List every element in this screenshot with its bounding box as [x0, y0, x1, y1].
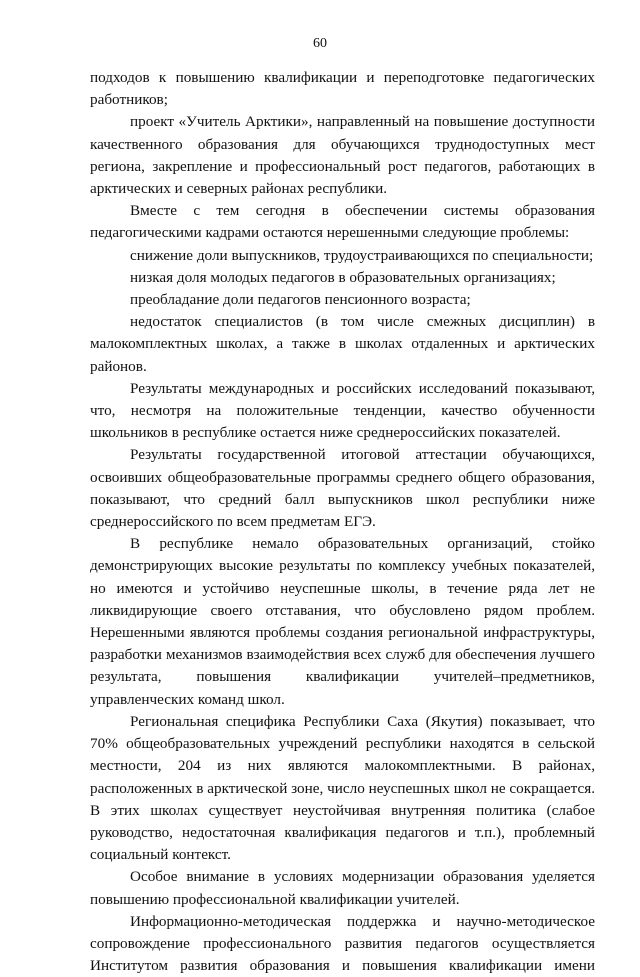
paragraph: снижение доли выпускников, трудоустраивающихся по специальности; — [130, 246, 594, 264]
paragraph: низкая доля молодых педагогов в образовательных организациях; — [130, 268, 556, 286]
paragraph: Информационно-методическая поддержка и научно-методическое сопровождение профессионального развития педагогов осуществляется Институтом развития образования и повышения квалификации имени — [90, 912, 595, 975]
paragraph: преобладание доли педагогов пенсионного возраста; — [130, 291, 471, 309]
paragraph: Результаты государственной итоговой аттестации обучающихся, освоивших общеобразовательные программы среднего общего образования, показывают, что средний балл выпускников школ республики ниже среднероссийского по всем предметам ЕГЭ. — [90, 446, 595, 531]
paragraph: недостаток специалистов (в том числе смежных дисциплин) в малокомплектных школах, а также в школах отдаленных и арктических районов. — [90, 313, 595, 375]
paragraph: В республике немало образовательных организаций, стойко демонстрирующих высокие результаты по комплексу учебных показателей, но имеются и устойчиво неуспешные школы, в течение ряда лет не ликвидирующие своего отставания, что обусловлено рядом проблем. Нерешенными являются проблемы создания региональной инфраструктуры, разработки механизмов взаимодействия всех служб для обеспечения лучшего результата, повышения квалификации учителей–предметников, управленческих команд школ. — [90, 535, 595, 708]
paragraph: проект «Учитель Арктики», направленный на повышение доступности качественного образования для обучающихся труднодоступных мест региона, закрепление и профессиональный рост педагогов, работающих в арктических и северных районах республики. — [90, 113, 595, 198]
page-number: 60 — [313, 36, 327, 51]
paragraph: подходов к повышению квалификации и переподготовке педагогических работников; — [90, 69, 595, 109]
paragraph: Особое внимание в условиях модернизации образования уделяется повышению профессиональной квалификации учителей. — [90, 868, 595, 908]
paragraph: Вместе с тем сегодня в обеспечении системы образования педагогическими кадрами остаются нерешенными следующие проблемы: — [90, 202, 595, 242]
paragraph: Результаты международных и российских исследований показывают, что, несмотря на положительные тенденции, качество обученности школьников в республике остается ниже среднероссийских показателей. — [90, 379, 595, 442]
document-body — [90, 67, 595, 977]
paragraph: Региональная специфика Республики Саха (Якутия) показывает, что 70% общеобразовательных учреждений республики находятся в сельской местности, 204 из них являются малокомплектными. В районах, расположенных в арктической зоне, число неуспешных школ не сокращается. В этих школах существует неустойчивая внутренняя политика (слабое руководство, недостаточная квалификация педагогов и т.п.), проблемный социальный контекст. — [90, 712, 596, 864]
